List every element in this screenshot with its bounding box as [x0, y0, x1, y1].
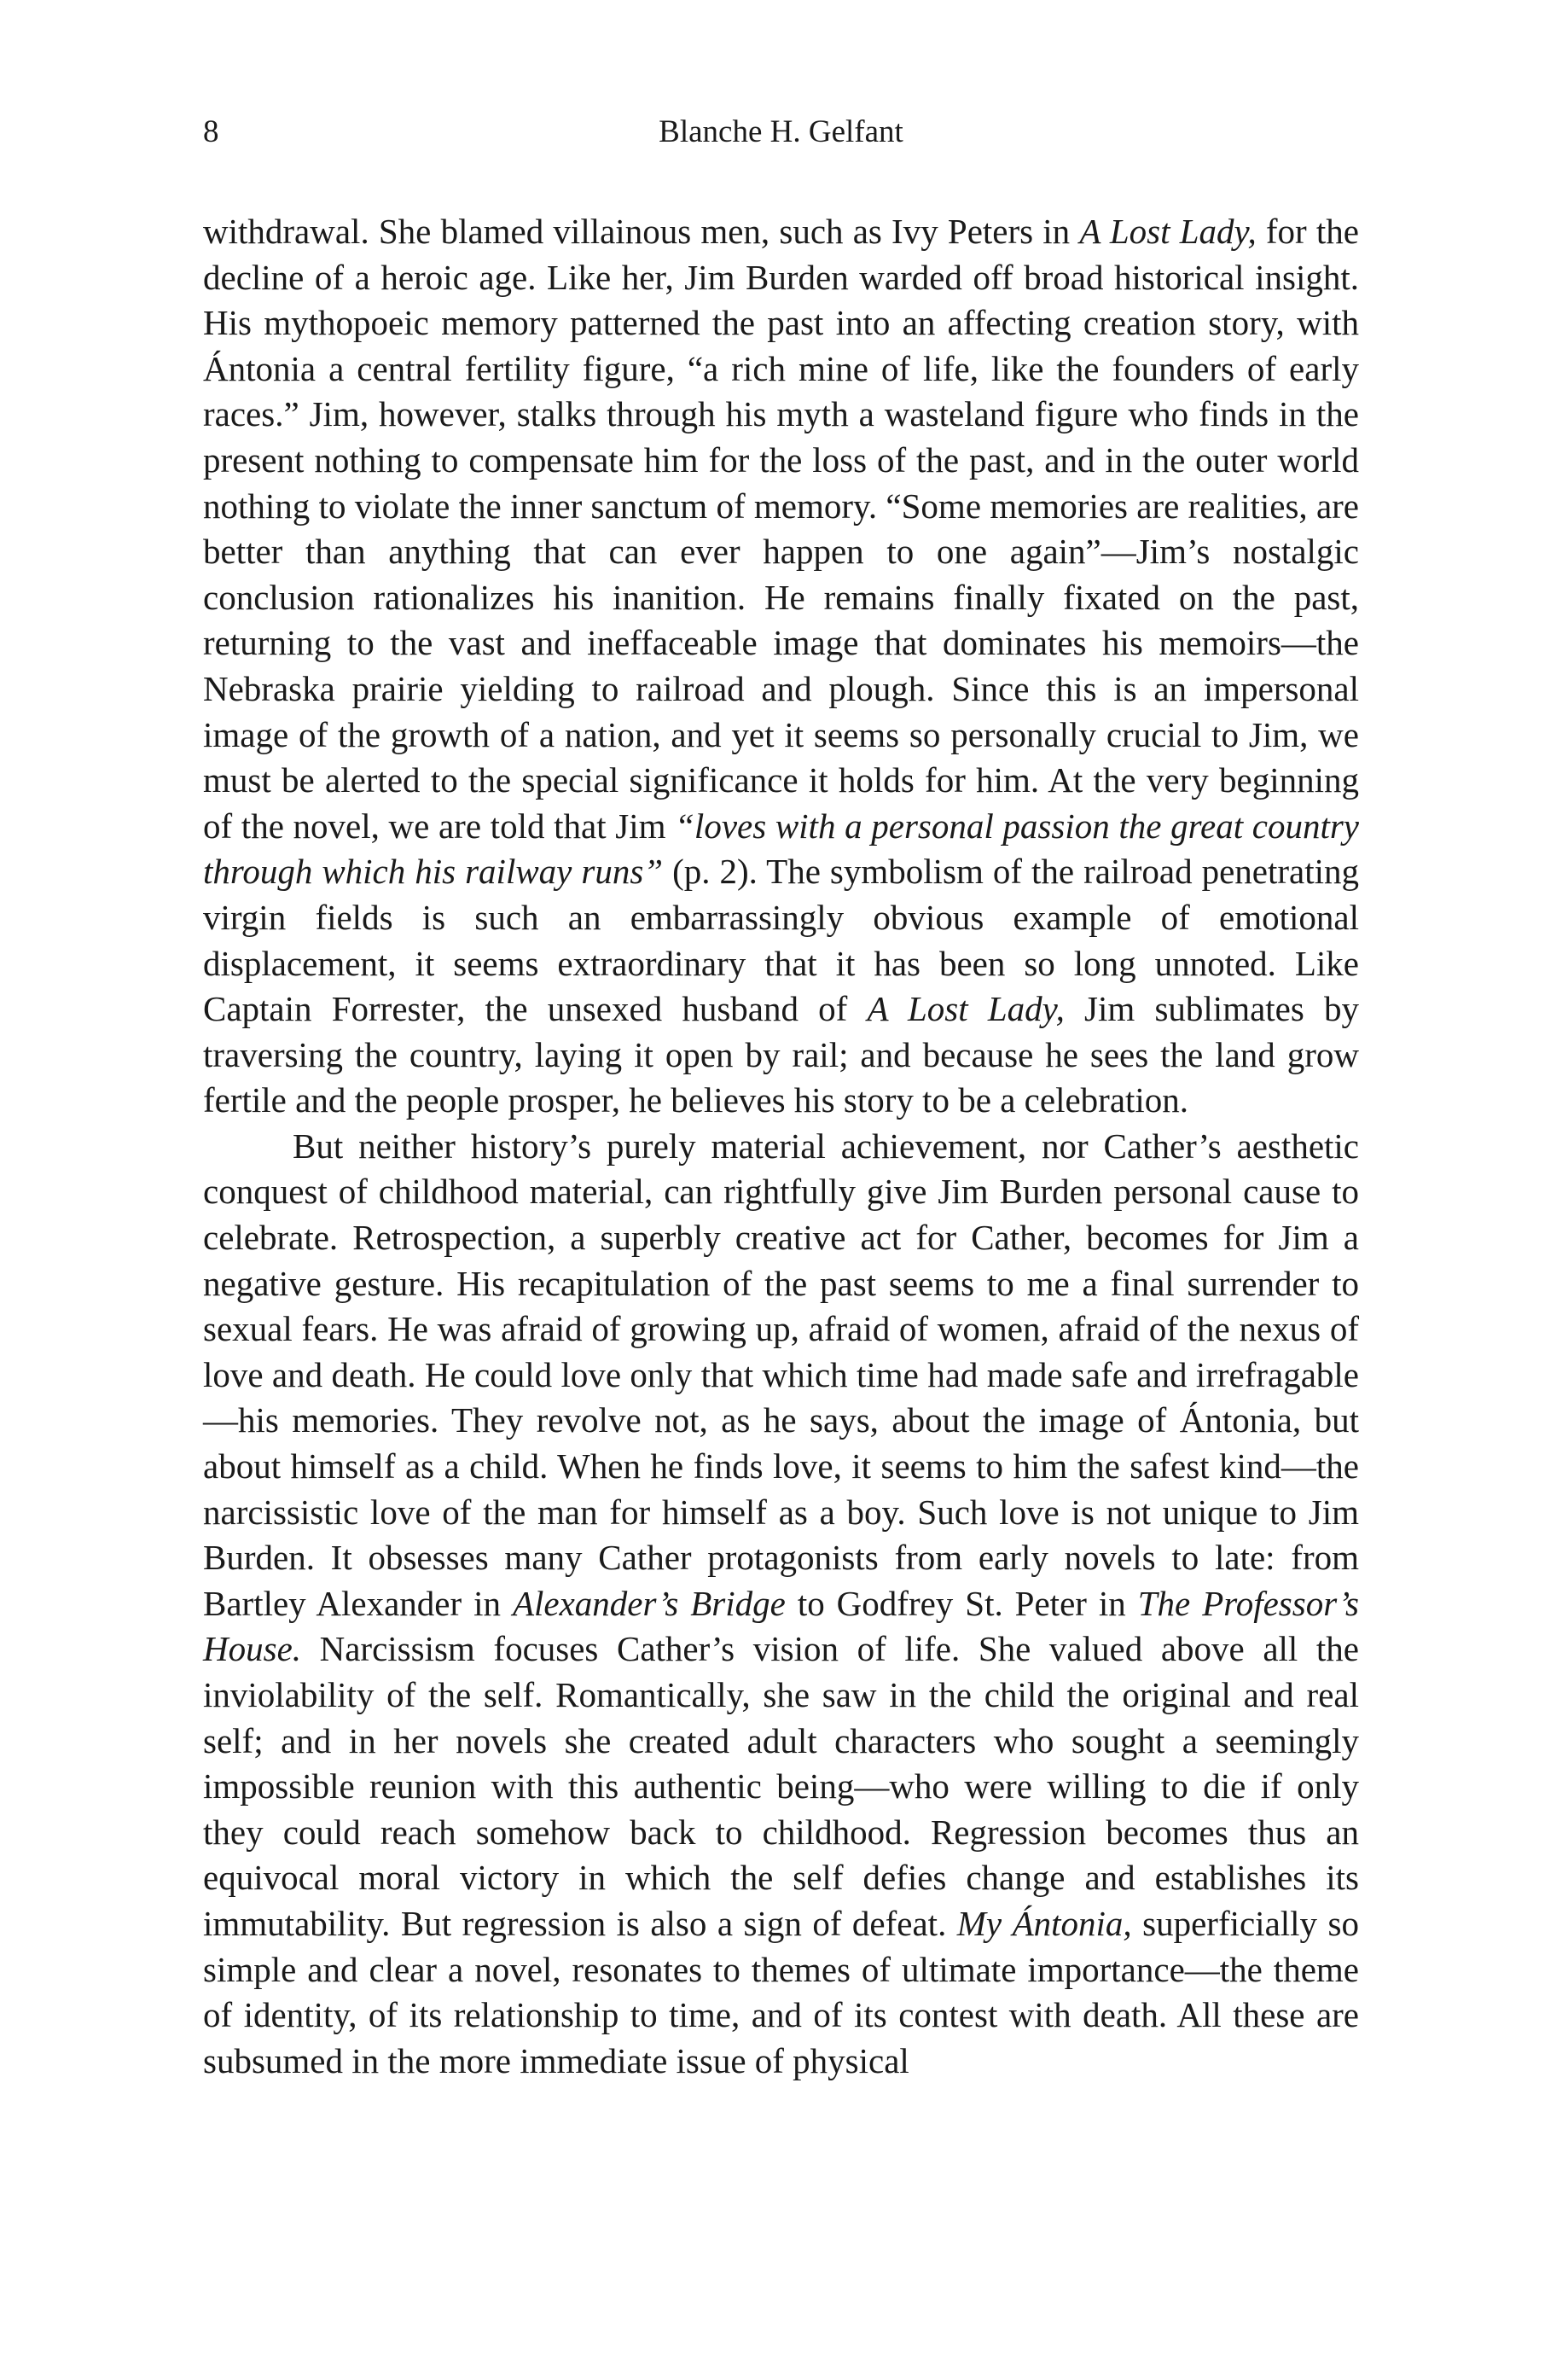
book-title-italic: My Ántonia, [956, 1903, 1132, 1943]
text-run: Narcissism focuses Cather’s vision of life. She valued above all the inviolability of the self. Romantically, she saw in the child the original and real self; and in her novels she created adult characters who sought a seemingly impossible reunion with this authentic being—who were willing to die if only they could reach somehow back to childhood. Regression becomes thus an equivocal moral victory in which the self defies change and establishes its immutability. But regression is also a sign of defeat. [203, 1629, 1359, 1943]
body-text [203, 209, 1359, 2084]
page-header [203, 111, 1359, 154]
quotation-italic: “loves with a personal passion the great country through which his railway runs” [203, 806, 1359, 892]
book-title-italic: The Professor’s House. [203, 1583, 1359, 1669]
book-title-italic: A Lost Lady, [867, 989, 1065, 1029]
text-run: But neither history’s purely material achievement, nor Cather’s aesthetic conquest of childhood material, can rightfully give Jim Burden personal cause to celebrate. Retrospection, a superbly creative act for Cather, becomes for Jim a negative gesture. His recapitulation of the past seems to me a final surrender to sexual fears. He was afraid of growing up, afraid of women, afraid of the nexus of love and death. He could love only that which time had made safe and irrefragable—his memories. They revolve not, as he says, about the image of Ántonia, but about himself as a child. When he finds love, it seems to him the safest kind—the narcissistic love of the man for himself as a boy. Such love is not unique to Jim Burden. It obsesses many Cather protagonists from early novels to late: from Bartley Alexander in [203, 1126, 1359, 1623]
paragraph [203, 209, 1359, 1124]
text-run: (p. 2). The symbolism of the railroad penetrating virgin fields is such an embarrassingly obvious example of emotional displacement, it seems extraordinary that it has been so long unnoted. Like Captain Forrester, the unsexed husband of [203, 852, 1359, 1029]
book-title-italic: A Lost Lady, [1079, 212, 1257, 251]
text-run: withdrawal. She blamed villainous men, such as Ivy Peters in [203, 212, 1080, 251]
text-run: superficially so simple and clear a novel, resonates to themes of ultimate importance—the theme of identity, of its relationship to time, and of its contest with death. All these are subsumed in the more immediate issue of physical [203, 1903, 1359, 2080]
text-run: Jim sublimates by traversing the country, laying it open by rail; and because he sees the land grow fertile and the people prosper, he believes his story to be a celebration. [203, 989, 1360, 1120]
text-run: to Godfrey St. Peter in [785, 1583, 1138, 1623]
running-head: Blanche H. Gelfant [659, 114, 903, 149]
page-number: 8 [203, 114, 219, 149]
book-title-italic: Alexander’s Bridge [512, 1583, 786, 1623]
paragraph [203, 1124, 1359, 2084]
text-run: for the decline of a heroic age. Like her, Jim Burden warded off broad historical insight. His mythopoeic memory patterned the past into an affecting creation story, with Ántonia a central fertility figure, “a rich mine of life, like the founders of early races.” Jim, however, stalks through his myth a wasteland figure who finds in the present nothing to compensate him for the loss of the past, and in the outer world nothing to violate the inner sanctum of memory. “Some memories are realities, are better than anything that can ever happen to one again”—Jim’s nostalgic conclusion rationalizes his inanition. He remains finally fixated on the past, returning to the vast and ineffaceable image that dominates his memoirs—the Nebraska prairie yielding to railroad and plough. Since this is an impersonal image of the growth of a nation, and yet it seems so personally crucial to Jim, we must be alerted to the special significance it holds for him. At the very beginning of the novel, we are told that Jim [203, 212, 1359, 846]
